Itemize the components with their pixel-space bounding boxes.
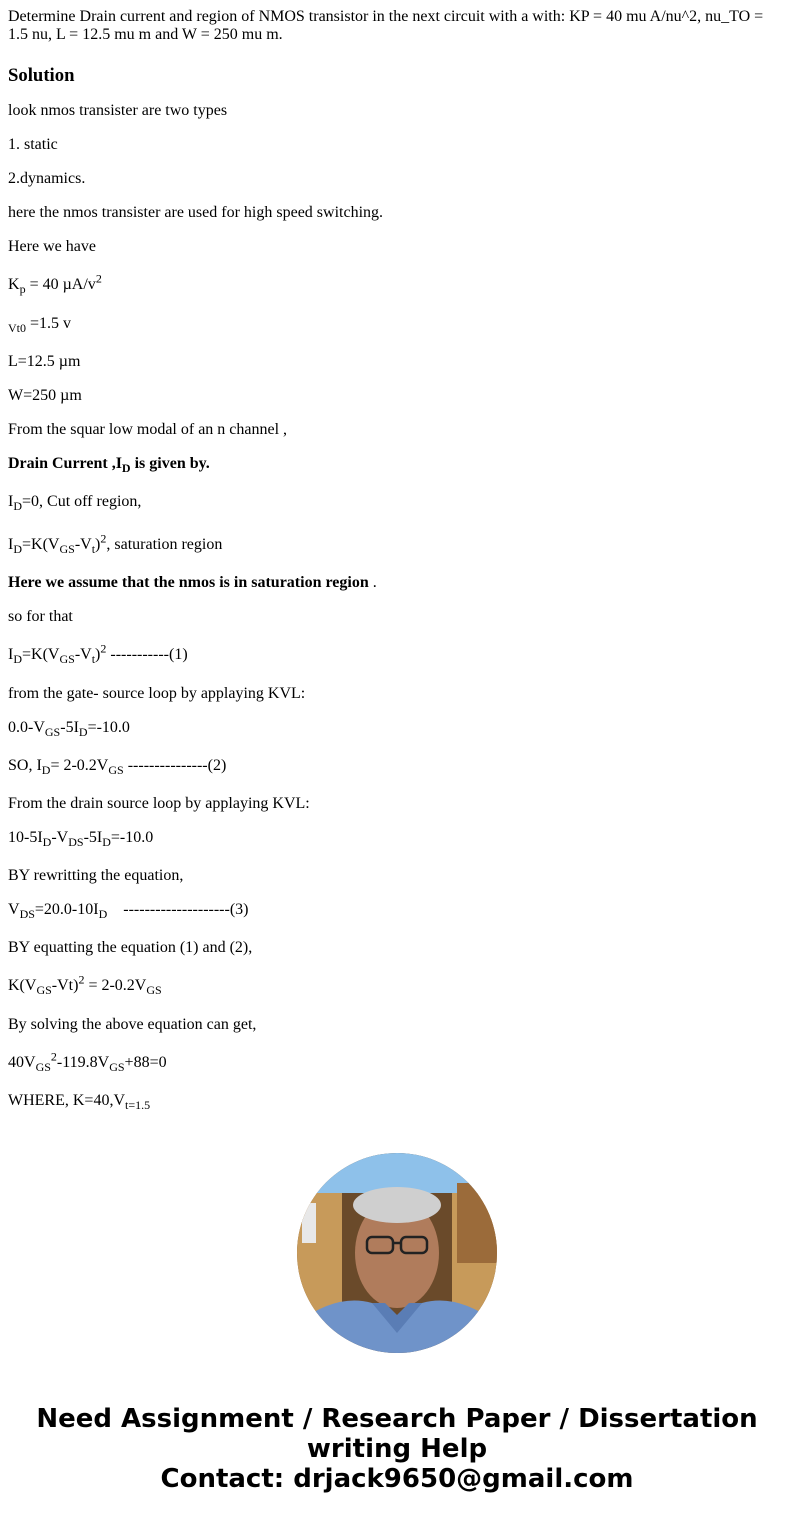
equation-3: $V_{DS}=20.0-10I_D$ --------------------(3) — [8, 901, 249, 922]
width-line: W=250 µm — [8, 387, 82, 404]
combined-equation: $K(V_{GS}-Vt)^2 = 2-0.2V_{GS}$ — [8, 972, 162, 998]
text-line: By solving the above equation can get, — [8, 1016, 257, 1033]
question-text: Determine Drain current and region of NMOS transistor in the next circuit with a with: KP = 40 mu A/nu^2, nu_TO = 1.5 nu, L = 12.5 mu m and W = 250 mu m. — [8, 8, 764, 43]
document-body — [8, 0, 778, 87]
solution-heading: Solution — [8, 65, 75, 86]
cutoff-line: $I_D=0$, Cut off region, — [8, 493, 142, 514]
text-line: From the squar low modal of an n channel , — [8, 421, 288, 438]
where-line: WHERE, $K=40,V_{t=1.5}$ — [8, 1092, 151, 1113]
length-line: L=12.5 µm — [8, 353, 81, 370]
kp-line: $K_p = 40$ $\mu A/v^2$ — [8, 271, 102, 297]
author-photo — [297, 1153, 497, 1353]
text-line: From the drain source loop by applaying KVL: — [8, 795, 310, 812]
text-line: Here we have — [8, 238, 96, 255]
text-line: look nmos transister are two types — [8, 102, 228, 119]
footer-promo — [0, 1404, 794, 1494]
text-line: BY rewritting the equation, — [8, 867, 184, 884]
assumption-line: Here we assume that the nmos is in saturation region . — [8, 574, 377, 591]
vt0-line: $_{Vt0}$ =1.5 v — [8, 315, 72, 336]
text-line: 1. static — [8, 136, 58, 153]
drain-current-heading: Drain Current $,I_D$ is given by. — [8, 455, 210, 476]
equation-1: $I_D=K(V_{GS}-V_t)^2$ -----------(1) — [8, 641, 188, 667]
footer-contact: Contact: drjack9650@gmail.com — [160, 1464, 634, 1494]
drain-source-equation: $10-5I_D-V_{DS}-5I_D=-10.0$ — [8, 829, 154, 850]
gate-source-equation: $0.0-V_{GS}-5I_D=-10.0$ — [8, 719, 130, 740]
saturation-line: $I_D=K(V_{GS}-V_t)^2$, saturation region — [8, 531, 223, 557]
equation-2: SO, $I_D= 2-0.2V_{GS}$ ---------------(2) — [8, 757, 227, 778]
text-line: 2.dynamics. — [8, 170, 86, 187]
quadratic-equation: $40V_{GS}^2-119.8V_{GS}+88=0$ — [8, 1049, 167, 1075]
footer-line: Need Assignment / Research Paper / Dissertation — [36, 1404, 758, 1434]
text-line: BY equatting the equation (1) and (2), — [8, 939, 253, 956]
portrait-image — [297, 1153, 497, 1353]
footer-line: writing Help — [306, 1434, 488, 1464]
text-line: from the gate- source loop by applaying KVL: — [8, 685, 306, 702]
text-line: so for that — [8, 608, 73, 625]
text-line: here the nmos transister are used for high speed switching. — [8, 204, 384, 221]
